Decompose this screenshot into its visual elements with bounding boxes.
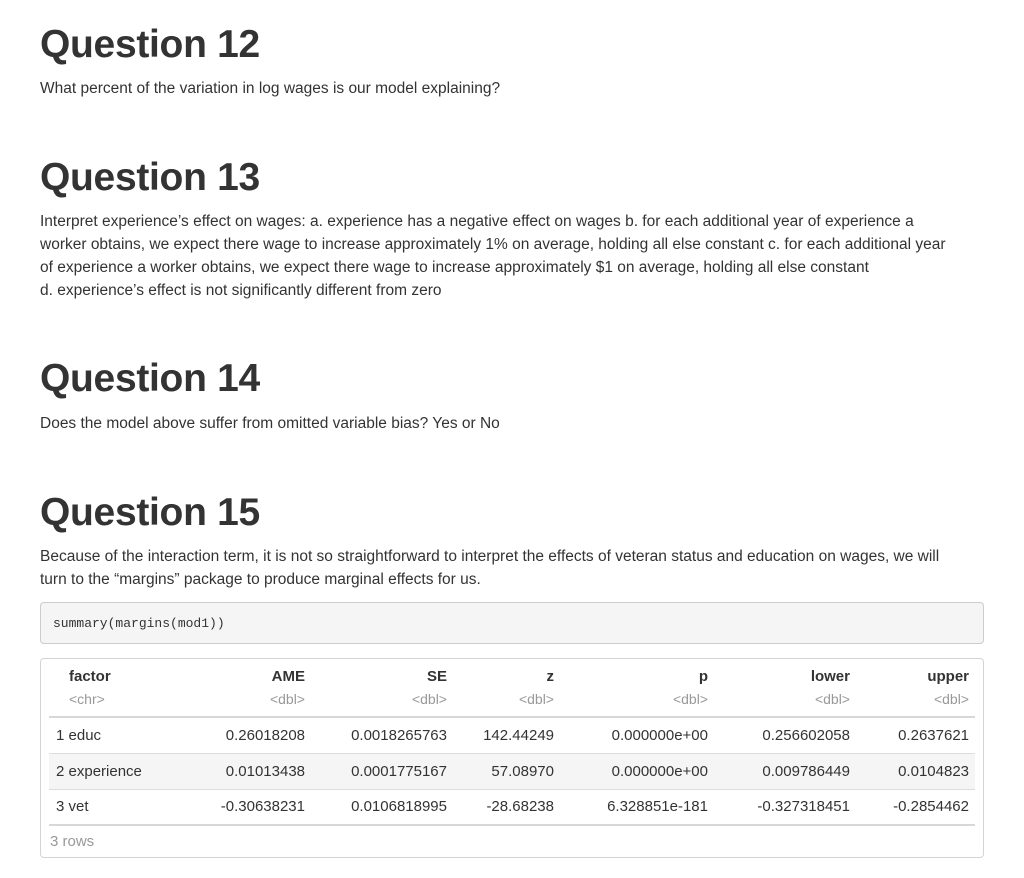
table-cell: 3 vet <box>56 798 89 815</box>
row-divider <box>49 824 975 826</box>
column-header-p[interactable]: p <box>698 668 708 685</box>
table-cell: 0.000000e+00 <box>611 727 708 744</box>
question-12-text: What percent of the variation in log wages is our model explaining? <box>40 80 501 97</box>
question-14-text: Does the model above suffer from omitted variable bias? Yes or No <box>40 415 500 432</box>
table-cell: -0.327318451 <box>757 798 850 815</box>
question-13-line-2: worker obtains, we expect there wage to increase approximately 1% on average, holding all else constant c. for each additional year <box>40 236 946 253</box>
question-13-line-3: of experience a worker obtains, we expect there wage to increase approximately $1 on average, holding all else constant <box>40 259 869 276</box>
table-cell: -0.30638231 <box>220 798 305 815</box>
question-12-heading: Question 12 <box>40 23 260 66</box>
column-type-upper: <dbl> <box>933 691 969 707</box>
column-header-ame[interactable]: AME <box>271 668 305 685</box>
question-13-line-4: d. experience’s effect is not significantly different from zero <box>40 282 442 299</box>
column-type-p: <dbl> <box>672 691 708 707</box>
table-cell: -0.2854462 <box>893 798 969 815</box>
header-rule <box>49 716 975 718</box>
table-cell: 0.256602058 <box>762 727 850 744</box>
column-type-z: <dbl> <box>518 691 554 707</box>
table-cell: 0.009786449 <box>762 763 850 780</box>
column-header-lower[interactable]: lower <box>810 668 850 685</box>
column-header-upper[interactable]: upper <box>927 668 969 685</box>
output-table <box>40 658 984 858</box>
question-15-heading: Question 15 <box>40 491 260 534</box>
question-13-text <box>40 210 988 302</box>
row-count-label: 3 rows <box>50 833 95 850</box>
code-chunk[interactable]: summary(margins(mod1)) <box>40 602 984 644</box>
column-type-ame: <dbl> <box>269 691 305 707</box>
column-header-z[interactable]: z <box>546 668 554 685</box>
table-cell: 2 experience <box>56 763 142 780</box>
question-14-heading: Question 14 <box>40 357 260 400</box>
table-cell: 0.0018265763 <box>351 727 447 744</box>
question-15-line-1: Because of the interaction term, it is not so straightforward to interpret the effects of veteran status and education on wages, we will <box>40 548 940 565</box>
table-cell: 6.328851e-181 <box>607 798 708 815</box>
column-header-se[interactable]: SE <box>426 668 447 685</box>
table-cell: 57.08970 <box>491 763 554 780</box>
table-cell: 1 educ <box>56 727 102 744</box>
table-cell: 142.44249 <box>483 727 554 744</box>
question-13-line-1: Interpret experience’s effect on wages: a. experience has a negative effect on wages b. for each additional year of experience a <box>40 213 914 230</box>
question-13-heading: Question 13 <box>40 156 260 199</box>
column-type-se: <dbl> <box>411 691 447 707</box>
table-cell: 0.0001775167 <box>351 763 447 780</box>
question-15-text <box>40 545 988 591</box>
table-cell: 0.2637621 <box>898 727 969 744</box>
table-cell: 0.26018208 <box>225 727 305 744</box>
column-header-factor[interactable]: factor <box>69 668 111 685</box>
table-cell: 0.000000e+00 <box>611 763 708 780</box>
column-type-lower: <dbl> <box>814 691 850 707</box>
table-cell: 0.0104823 <box>898 763 969 780</box>
column-type-factor: <chr> <box>69 691 105 707</box>
table-cell: 0.01013438 <box>225 763 305 780</box>
question-15-line-2: turn to the “margins” package to produce marginal effects for us. <box>40 571 481 588</box>
table-cell: 0.0106818995 <box>351 798 447 815</box>
table-cell: -28.68238 <box>486 798 554 815</box>
